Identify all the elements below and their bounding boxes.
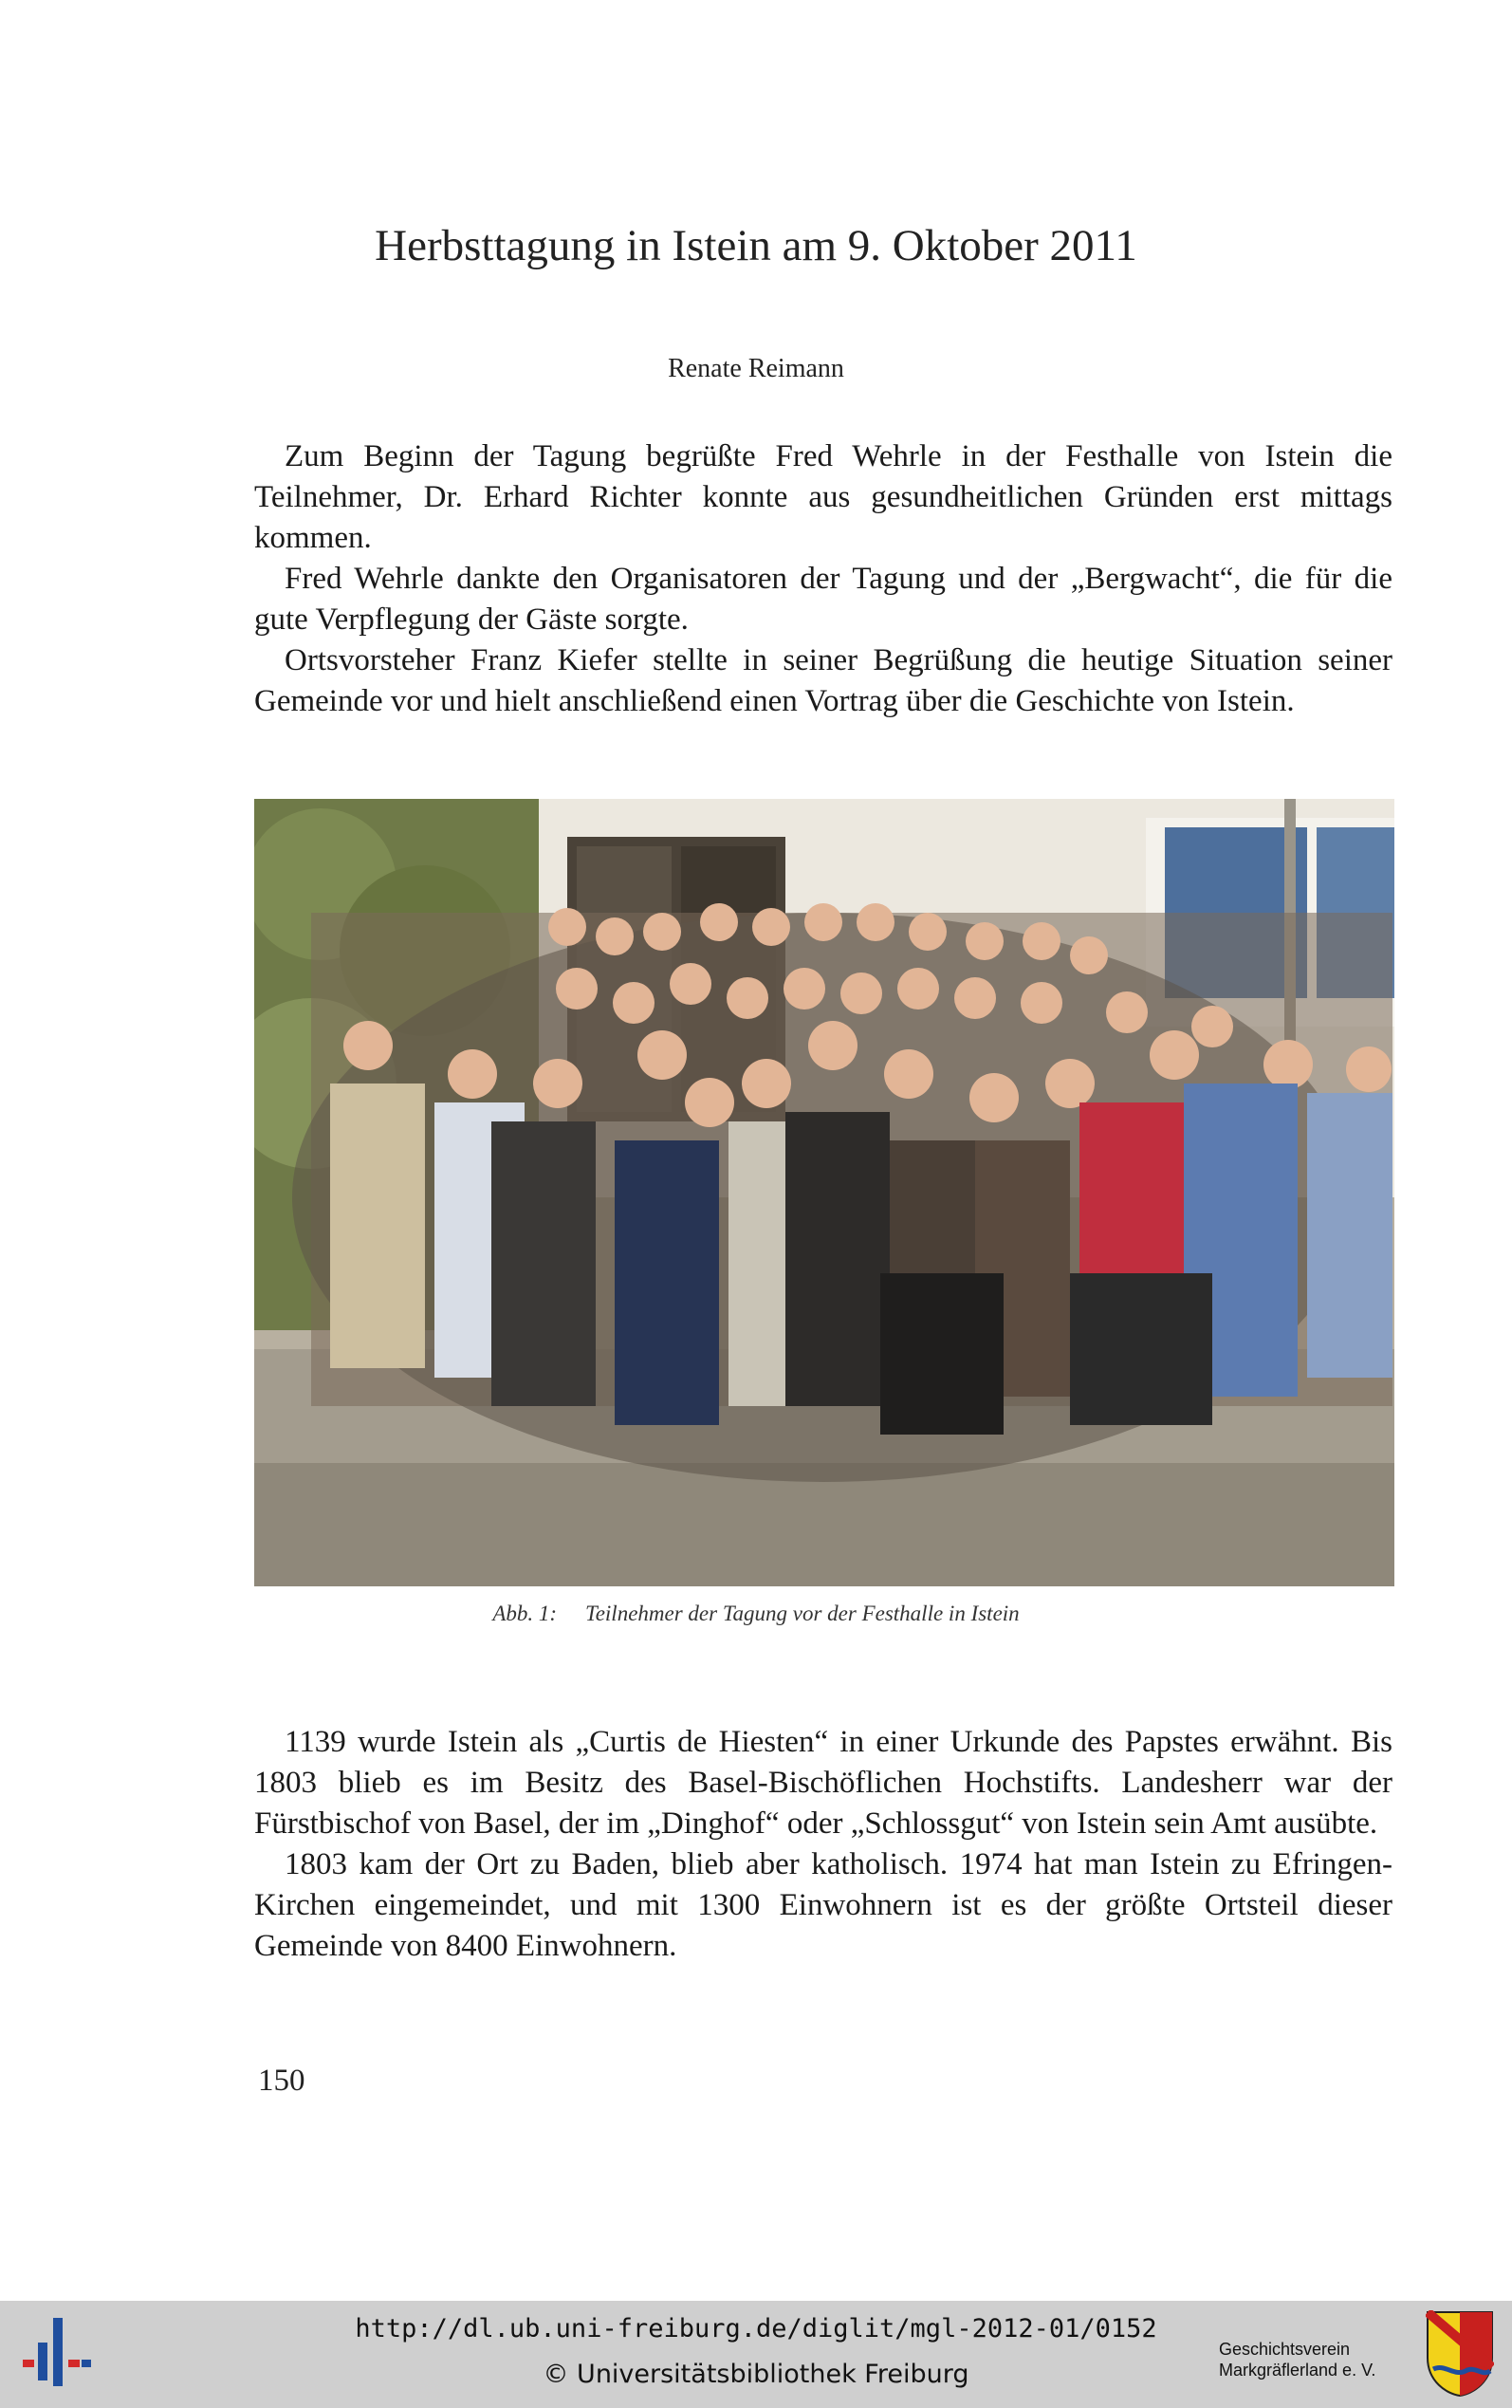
paragraph: 1803 kam der Ort zu Baden, blieb aber katholisch. 1974 hat man Istein zu Efringen-Kirchen eingemeindet, und mit 1300 Einwohnern ist es der größte Ortsteil dieser Gemeinde von 8400 Einwohnern.	[254, 1847, 1392, 1963]
paragraph: Fred Wehrle dankte den Organisatoren der Tagung und der „Bergwacht“, die für die gute Verpflegung der Gäste sorgte.	[254, 562, 1392, 637]
figure-caption-text: Teilnehmer der Tagung vor der Festhalle in Istein	[585, 1602, 1020, 1625]
paragraph: 1139 wurde Istein als „Curtis de Hiesten“ in einer Urkunde des Papstes erwähnt. Bis 1803 blieb es im Besitz des Basel-Bischöflichen Hochstifts. Landesherr war der Fürstbischof von Basel, der im „Dinghof“ oder „Schlossgut“ von Istein sein Amt ausübte.	[254, 1725, 1392, 1841]
footer-bar	[0, 2301, 1512, 2408]
figure-label: Abb. 1:	[492, 1602, 558, 1625]
paragraph: Ortsvorsteher Franz Kiefer stellte in seiner Begrüßung die heutige Situation seiner Gemeinde vor und hielt anschließend einen Vortrag über die Geschichte von Istein.	[254, 643, 1392, 718]
markgraeflerland-crest-icon	[1426, 2310, 1494, 2398]
paragraph: Zum Beginn der Tagung begrüßte Fred Wehrle in der Festhalle von Istein die Teilnehmer, Dr. Erhard Richter konnte aus gesundheitlichen Gründen erst mittags kommen.	[254, 439, 1392, 555]
figure-caption	[0, 1602, 1512, 1626]
society-name	[1219, 2339, 1418, 2380]
document-url-link[interactable]: http://dl.ub.uni-freiburg.de/diglit/mgl-2012-01/0152	[355, 2314, 1157, 2343]
history-text	[254, 1722, 1392, 1967]
copyright-text: © Universitätsbibliothek Freiburg	[543, 2360, 969, 2389]
author-name: Renate Reimann	[668, 354, 844, 383]
society-name-line: Markgräflerland e. V.	[1219, 2361, 1376, 2380]
page-title: Herbsttagung in Istein am 9. Oktober 2011	[375, 221, 1137, 270]
page-number: 150	[258, 2064, 305, 2098]
society-name-line: Geschichtsverein	[1219, 2340, 1351, 2359]
group-photo	[254, 799, 1394, 1586]
intro-text	[254, 436, 1392, 722]
